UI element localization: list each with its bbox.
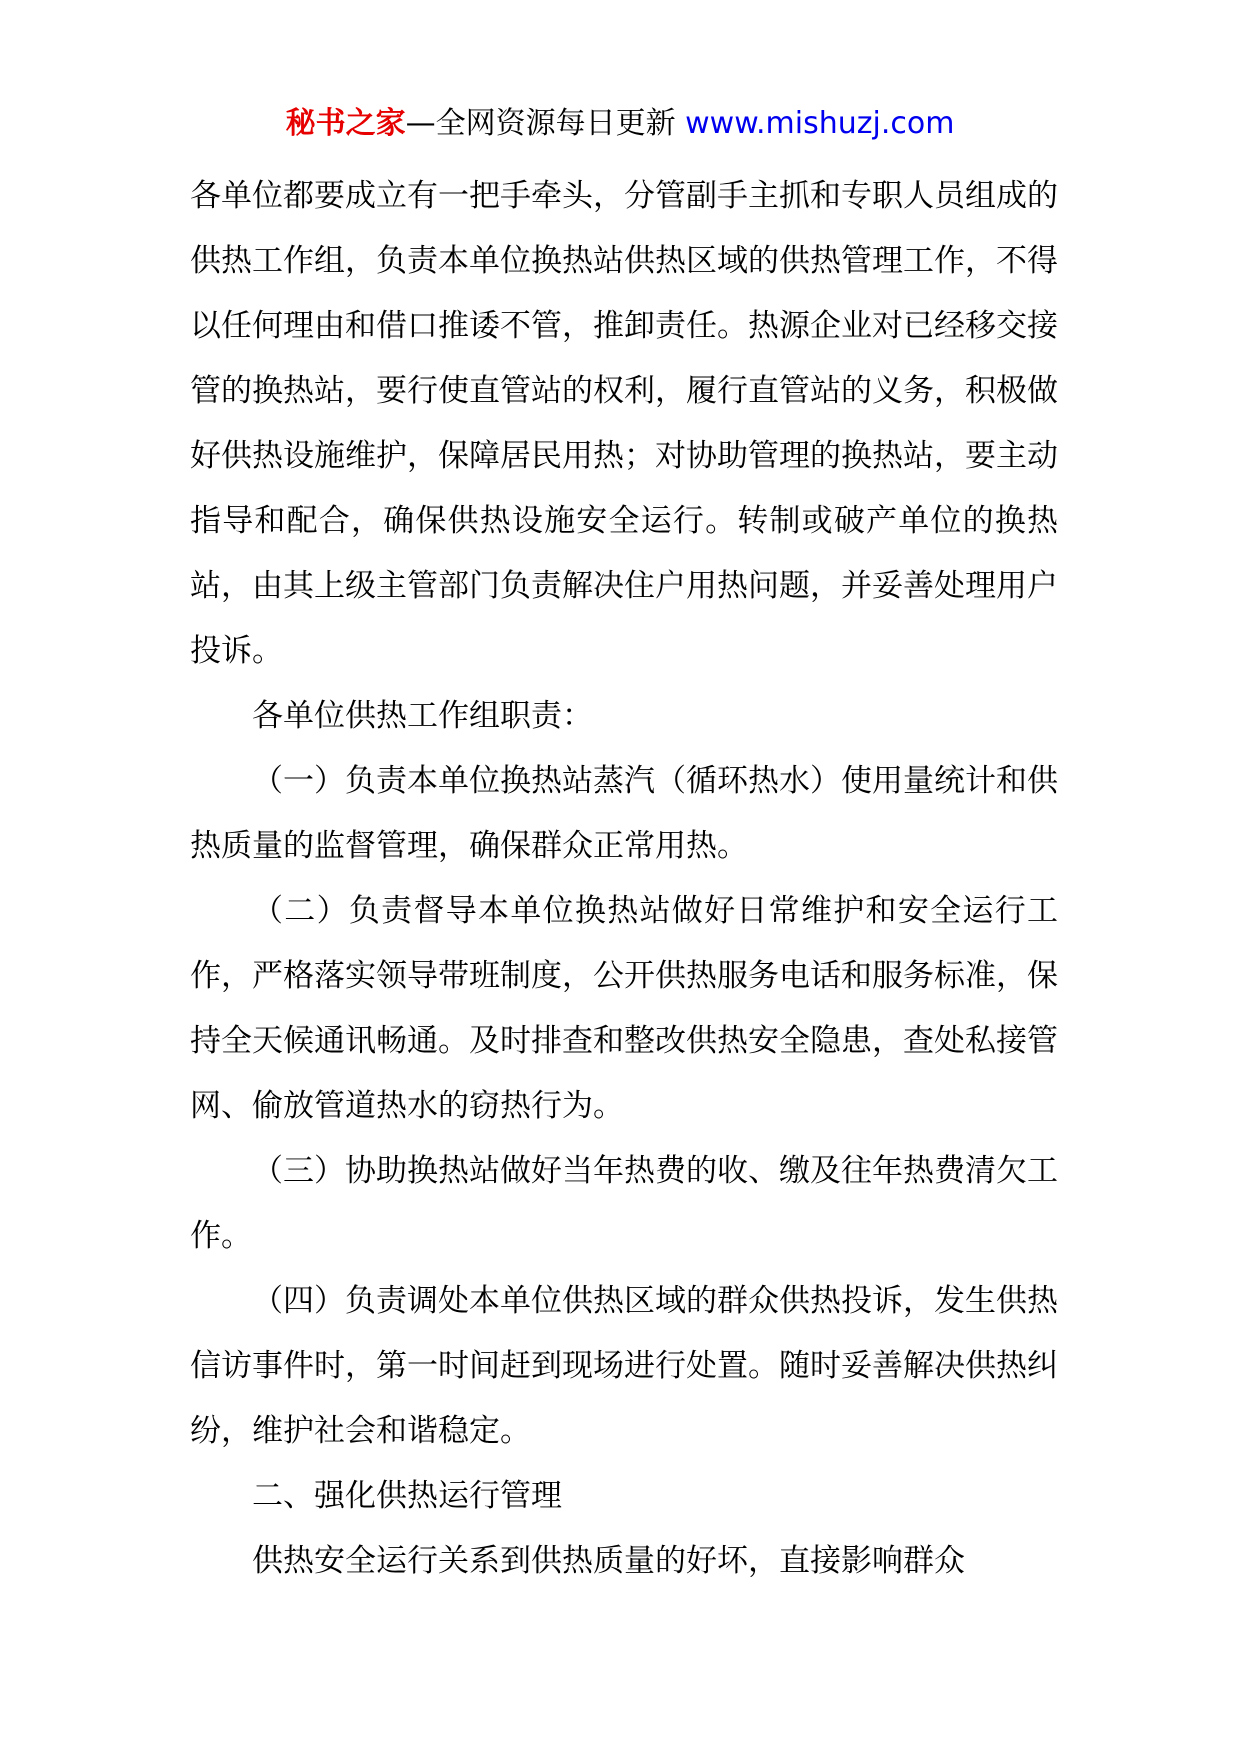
paragraph-2: 各单位供热工作组职责： [252,698,593,734]
paragraph-3: （一）负责本单位换热站蒸汽（循环热水）使用量统计和供热质量的监督管理，确保群众正常用热。 [190,763,1058,864]
header-brand: 秘书之家 [285,106,406,141]
header-url-link[interactable]: www.mishuzj.com [685,106,955,141]
page-header [0,100,1240,148]
document-body [190,164,1058,1594]
paragraph-4: （二）负责督导本单位换热站做好日常维护和安全运行工作，严格落实领导带班制度，公开供热服务电话和服务标准，保持全天候通讯畅通。及时排查和整改供热安全隐患，查处私接管网、偷放管道热水的窃热行为。 [190,893,1058,1124]
header-tagline: —全网资源每日更新 [405,106,676,141]
paragraph-5: （三）协助换热站做好当年热费的收、缴及往年热费清欠工作。 [190,1153,1058,1254]
paragraph-8: 供热安全运行关系到供热质量的好坏，直接影响群众 [252,1543,965,1579]
section-heading: 二、强化供热运行管理 [252,1478,562,1514]
paragraph-1: 各单位都要成立有一把手牵头，分管副手主抓和专职人员组成的供热工作组，负责本单位换热站供热区域的供热管理工作，不得以任何理由和借口推诿不管，推卸责任。热源企业对已经移交接管的换热站，要行使直管站的权利，履行直管站的义务，积极做好供热设施维护，保障居民用热；对协助管理的换热站，要主动指导和配合，确保供热设施安全运行。转制或破产单位的换热站，由其上级主管部门负责解决住户用热问题，并妥善处理用户投诉。 [190,178,1058,669]
paragraph-6: （四）负责调处本单位供热区域的群众供热投诉，发生供热信访事件时，第一时间赶到现场进行处置。随时妥善解决供热纠纷，维护社会和谐稳定。 [190,1283,1058,1449]
